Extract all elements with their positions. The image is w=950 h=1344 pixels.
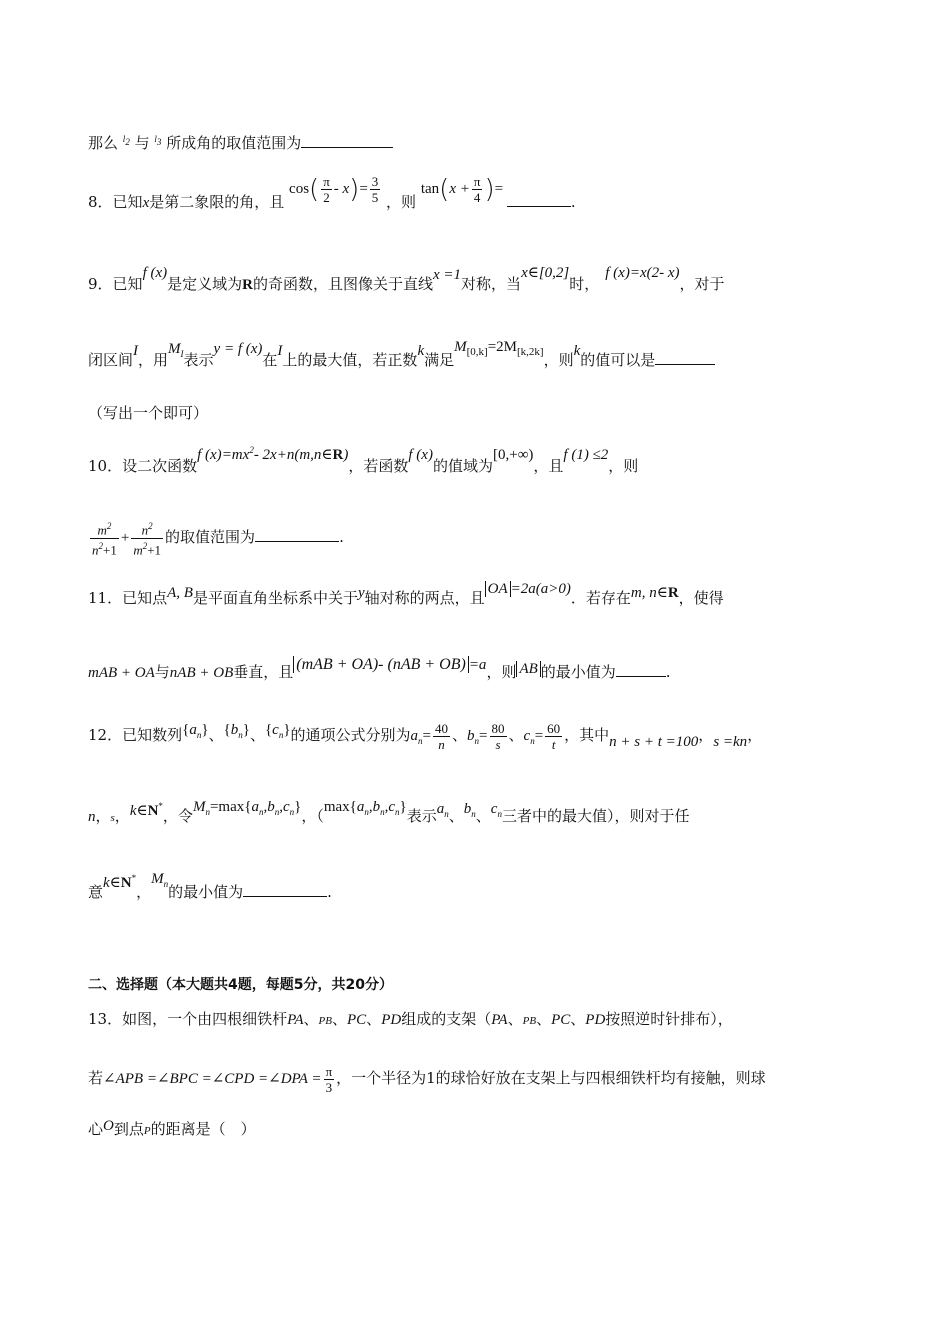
q9-line3: （写出一个即可） bbox=[88, 404, 209, 422]
question-number: 11． bbox=[88, 589, 123, 607]
q10-line2: $\frac{m^2}{n^2+1}$ + $\frac{n^2}{m^2+1}$ 的取值范围为 . bbox=[92, 521, 344, 557]
q12-line2: n，s，k∈N*，令$M_n=\max\{a_n,b_n,c_n\}$，（$\max\{a_n,b_n,c_n\}$表示$a_n$、$b_n$、$c_n$三者中的最大值），则对于任 bbox=[88, 799, 690, 825]
q13-line3: 心O到点P的距离是（ ） bbox=[88, 1118, 256, 1138]
q11-line1: 11．已知点A, B是平面直角坐标系中关于y轴对称的两点，且 OA =2a(a>0)．若存在m, n∈R，使得 bbox=[88, 581, 724, 607]
cos-expression: cos( $\frac{\pi}{2}$ - x)= $\frac{3}{5}$ bbox=[289, 174, 379, 206]
q7-line bbox=[88, 128, 880, 155]
answer-blank bbox=[255, 527, 339, 542]
l2-symbol: l2 bbox=[122, 134, 130, 147]
q13-line2: 若∠APB =∠BPC =∠CPD =∠DPA = $\frac{\pi}{3}$ ，一个半径为1的球恰好放在支架上与四根细铁杆均有接触，则球 bbox=[88, 1064, 766, 1096]
q12-line1: 12．已知数列$\{a_n\}$、$\{b_n\}$、$\{c_n\}$的通项公式分别为$a_n=$ $\frac{40}{n}$ 、$b_n=$ $\frac{80}{s}$ 、$c_n=$ $\frac{60}{t}$ ，其中n + s + t =100，s =kn， bbox=[88, 721, 763, 753]
q8-line: 8．已知x是第二象限的角，且 cos( $\frac{\pi}{2}$ - x)= $\frac{3}{5}$ ，则 tan(x + $\frac{\pi}{4}$ )= . bbox=[88, 174, 576, 211]
question-number: 8． bbox=[88, 193, 113, 211]
q9-line1: 9．已知f (x)是定义域为R的奇函数，且图像关于直线x =1对称，当x∈[0,2]时，f (x)=x(2- x)，对于 bbox=[88, 265, 725, 293]
q7-text-suffix: 所成角的取值范围为 bbox=[166, 134, 302, 152]
answer-blank bbox=[243, 882, 327, 897]
q7-conj: 与 bbox=[134, 134, 150, 152]
answer-blank bbox=[655, 350, 715, 365]
q11-line2: mAB + OA与nAB + OB垂直，且 (mAB + OA)- (nAB + OB) =a，则 AB 的最小值为 . bbox=[88, 656, 671, 681]
q10-line1: 10．设二次函数f $(x)=mx^2-$ 2x+n(m,n∈R)，若函数f (x)的值域为[0,+∞)，且f (1) ≤2，则 bbox=[88, 445, 639, 475]
fraction-n2: $\frac{n^2}{m^2+1}$ bbox=[133, 521, 162, 557]
question-number: 10． bbox=[88, 457, 123, 475]
answer-blank bbox=[301, 133, 393, 148]
fraction-m2: $\frac{m^2}{n^2+1}$ bbox=[92, 521, 117, 557]
question-number: 13． bbox=[88, 1010, 123, 1028]
q9-line2: 闭区间I，用$M_I$表示y = f (x)在I上的最大值，若正数k满足$M_{[0,k]}=2M_{[k,2k]}$，则k的值可以是 bbox=[88, 338, 880, 388]
tan-expression: tan(x + $\frac{\pi}{4}$ )= bbox=[420, 174, 504, 206]
question-number: 9． bbox=[88, 275, 113, 293]
q12-line3: 意k∈N*，$M_n$的最小值为 . bbox=[88, 871, 332, 901]
answer-blank bbox=[616, 662, 666, 677]
answer-blank bbox=[507, 192, 571, 207]
question-number: 12． bbox=[88, 726, 123, 744]
q13-line1: 13．如图，一个由四根细铁杆PA、PB、PC、PD组成的支架（PA、PB、PC、PD按照逆时针排布）， bbox=[88, 1010, 733, 1028]
q7-text: 那么 bbox=[88, 134, 119, 152]
section-heading: 二、选择题（本大题共4题，每题5分，共20分） bbox=[88, 977, 393, 993]
l3-symbol: l3 bbox=[154, 134, 162, 147]
